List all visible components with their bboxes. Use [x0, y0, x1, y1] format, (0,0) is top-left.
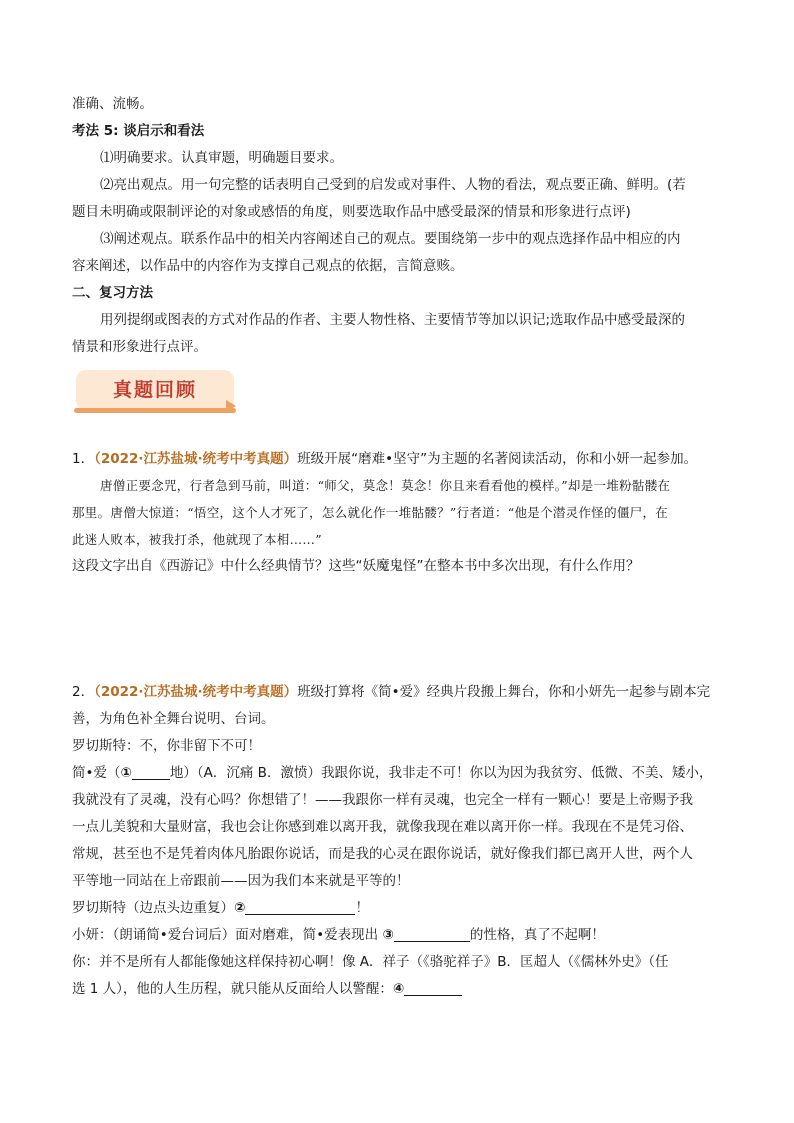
step3-text-cont: 容来阐述，以作品中的内容作为支撑自己观点的依据，言简意赅。 — [72, 258, 464, 274]
section-badge — [76, 370, 236, 412]
review-text: 用列提纲或图表的方式对作品的作者、主要人物性格、主要情节等加以识记;选取作品中感受最深的 — [100, 312, 686, 328]
dialogue-jane-cont: 我就没有了灵魂，没有心吗？你想错了！——我跟你一样有灵魂，也完全一样有一颗心！要是上帝赐予我 — [72, 792, 693, 808]
step2-text-cont: 题目未明确或限制评论的对象或感悟的角度，则要选取作品中感受最深的情景和形象进行点评) — [72, 204, 631, 220]
dialogue-you: 你：并不是所有人都能像她这样保持初心啊！像 A．祥子（《骆驼祥子》B．匡超人（《儒林外史》（任 — [72, 954, 669, 970]
dialogue-you-cont — [72, 979, 462, 999]
jane-prefix: 简•爱（ — [72, 765, 121, 781]
badge-label: 真题回顾 — [112, 379, 197, 401]
question-number: 2． — [72, 684, 95, 700]
dialogue-rochester: 罗切斯特：不，你非留下不可！ — [72, 738, 261, 754]
dialogue-rochester-2 — [72, 898, 369, 918]
question1-stem — [72, 449, 697, 469]
answer-blank-1[interactable] — [132, 765, 170, 780]
jane-options: 地）（A．沉痛 B．激愤）我跟你说，我非走不可！你以为因为我贫穷、低微、不美、矮小， — [169, 765, 713, 781]
review-heading: 二、复习方法 — [72, 285, 153, 301]
question-stem-text: 班级打算将《简•爱》经典片段搬上舞台，你和小妍先一起参与剧本完 — [297, 684, 711, 700]
answer-blank-3[interactable] — [394, 927, 470, 942]
rochester-prefix: 罗切斯特（边点头边重复） — [72, 900, 234, 916]
dialogue-xiaoyan — [72, 925, 605, 945]
question-source: （2022·江苏盐城·统考中考真题） — [94, 451, 298, 467]
question2-stem-cont: 善，为角色补全舞台说明、台词。 — [72, 711, 275, 727]
blank-marker-3: ③ — [382, 927, 394, 943]
excerpt-line: 唐僧正要念咒，行者急到马前，叫道：“师父，莫念！莫念！你且来看看他的模样。”却是一堆粉骷髅在 — [100, 478, 671, 493]
dialogue-jane — [72, 763, 712, 783]
question-source: （2022·江苏盐城·统考中考真题） — [94, 684, 298, 700]
dialogue-jane-cont: 平等地一同站在上帝跟前——因为我们本来就是平等的！ — [72, 873, 410, 889]
text-line: 准确、流畅。 — [72, 96, 153, 112]
dialogue-jane-cont: 一点儿美貌和大量财富，我也会让你感到难以离开我，就像我现在难以离开你一样。我现在不是凭习俗、 — [72, 819, 693, 835]
xiaoyan-suffix: 的性格，真了不起啊！ — [469, 927, 605, 943]
blank-marker-1: ① — [120, 765, 132, 781]
rochester-suffix: ！ — [355, 900, 369, 916]
answer-blank-4[interactable] — [404, 981, 462, 996]
question1-prompt: 这段文字出自《西游记》中什么经典情节？这些“妖魔鬼怪”在整本书中多次出现，有什么作用？ — [72, 558, 640, 574]
method5-title: 考法 5: 谈启示和看法 — [72, 123, 205, 139]
excerpt-line: 那里。唐僧大惊道：“悟空，这个人才死了，怎么就化作一堆骷髅？”行者道：“他是个潜灵作怪的僵尸，在 — [72, 505, 669, 520]
xiaoyan-prefix: 小妍：（朗诵简•爱台词后）面对磨难，简•爱表现出 — [72, 927, 383, 943]
question-stem-text: 班级开展“磨难•坚守”为主题的名著阅读活动，你和小妍一起参加。 — [297, 451, 698, 467]
question2-stem — [72, 682, 710, 702]
excerpt-line: 此迷人败本，被我打杀，他就现了本相……” — [72, 532, 322, 547]
blank-marker-4: ④ — [392, 981, 405, 997]
review-text-cont: 情景和形象进行点评。 — [72, 339, 207, 355]
dialogue-jane-cont: 常规，甚至也不是凭着肉体凡胎跟你说话，而是我的心灵在跟你说话，就好像我们都已离开人世，两个人 — [72, 846, 693, 862]
step3-text: ⑶阐述观点。联系作品中的相关内容阐述自己的观点。要围绕第一步中的观点选择作品中相应的内 — [100, 231, 681, 247]
step2-text: ⑵亮出观点。用一句完整的话表明自己受到的启发或对事件、人物的看法，观点要正确、鲜明。(若 — [100, 177, 686, 193]
answer-blank-2[interactable] — [245, 900, 355, 915]
step1-text: ⑴明确要求。认真审题，明确题目要求。 — [100, 150, 343, 166]
blank-marker-2: ② — [234, 900, 246, 916]
you-prefix: 选 1 人），他的人生历程，就只能从反面给人以警醒： — [72, 981, 393, 997]
question-number: 1． — [72, 451, 95, 467]
